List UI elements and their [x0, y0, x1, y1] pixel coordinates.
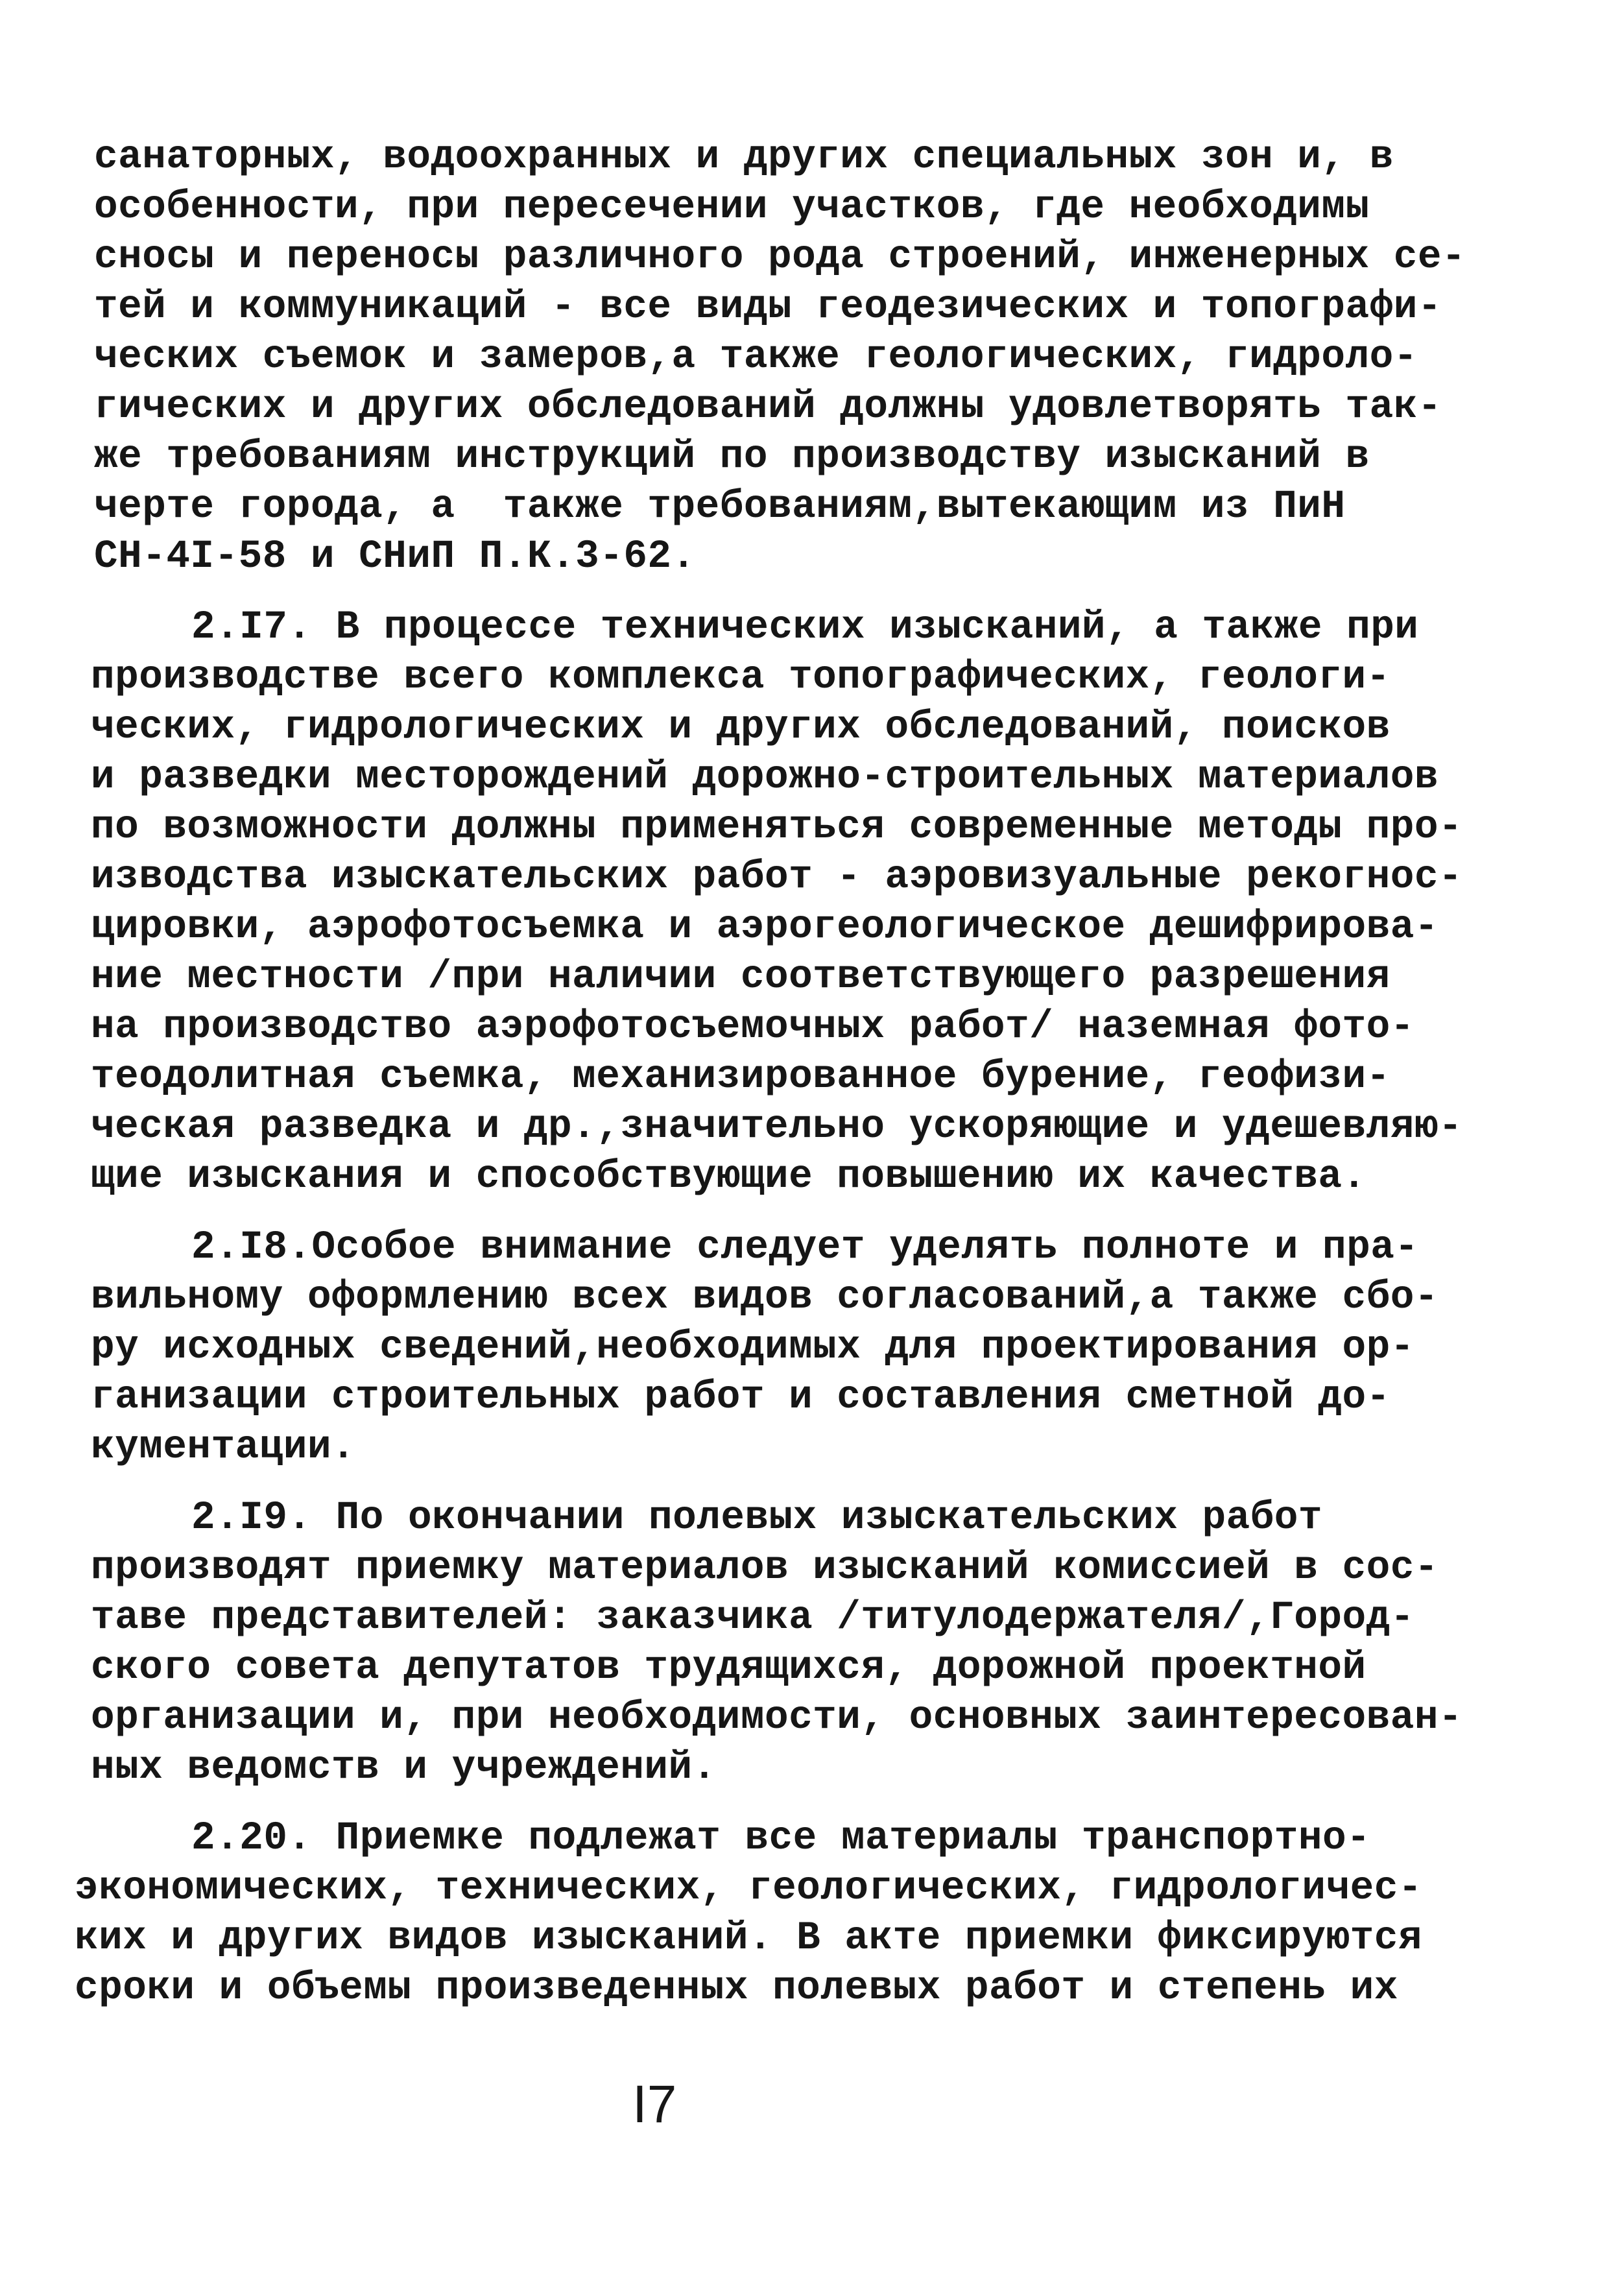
text-line: ческая разведка и др.,значительно ускоряющие и удешевляю- [91, 1105, 1463, 1149]
text-line: цировки, аэрофотосъемка и аэрогеологическое дешифрирова- [91, 905, 1439, 950]
text-line: теодолитная съемка, механизированное бурение, геофизи- [91, 1055, 1391, 1099]
text-line: СН-4I-58 и СНиП П.К.3-62. [94, 534, 696, 579]
text-line: производят приемку материалов изысканий комиссией в сос- [91, 1546, 1439, 1590]
text-line: кументации. [91, 1425, 356, 1470]
text-line: сносы и переносы различного рода строений, инженерных се- [94, 235, 1466, 280]
text-line: экономических, технических, геологических, гидрологичес- [75, 1866, 1422, 1911]
text-line: санаторных, водоохранных и других специальных зон и, в [94, 135, 1394, 180]
text-line: производстве всего комплекса топографических, геологи- [91, 655, 1391, 700]
text-line: тей и коммуникаций - все виды геодезических и топографи- [94, 285, 1442, 329]
text-line: ру исходных сведений,необходимых для проектирования ор- [91, 1325, 1415, 1370]
text-line: же требованиям инструкций по производству изысканий в [94, 435, 1370, 479]
text-line: вильному оформлению всех видов согласований,а также сбо- [91, 1275, 1439, 1320]
section-heading-line: 2.20. Приемке подлежат все материалы транспортно- [191, 1816, 1371, 1861]
text-line: ких и других видов изысканий. В акте приемки фиксируются [75, 1916, 1422, 1961]
section-heading-line: 2.I7. В процессе технических изысканий, а также при [191, 605, 1419, 650]
text-line: ческих съемок и замеров,а также геологических, гидроло- [94, 335, 1418, 379]
text-line: щие изыскания и способствующие повышению их качества. [91, 1154, 1367, 1199]
text-line: и разведки месторождений дорожно-строительных материалов [91, 755, 1439, 800]
text-line: сроки и объемы произведенных полевых работ и степень их [75, 1966, 1398, 2011]
section-heading-line: 2.I9. По окончании полевых изыскательских работ [191, 1496, 1322, 1540]
text-line: ского совета депутатов трудящихся, дорожной проектной [91, 1645, 1367, 1690]
text-line: по возможности должны применяться современные методы про- [91, 805, 1463, 850]
text-line: таве представителей: заказчика /титулодержателя/,Город- [91, 1596, 1415, 1640]
text-line: ганизации строительных работ и составления сметной до- [91, 1375, 1391, 1420]
text-line: черте города, а также требованиям,вытекающим из ПиН [94, 485, 1346, 529]
section-heading-line: 2.I8.Особое внимание следует уделять полноте и пра- [191, 1225, 1419, 1270]
text-line: на производство аэрофотосъемочных работ/ наземная фото- [91, 1005, 1415, 1049]
text-line: изводства изыскательских работ - аэровизуальные рекогнос- [91, 855, 1463, 900]
text-line: гических и других обследований должны удовлетворять так- [94, 385, 1442, 429]
text-line: организации и, при необходимости, основных заинтересован- [91, 1695, 1463, 1740]
text-line: ных ведомств и учреждений. [91, 1745, 717, 1790]
text-line: особенности, при пересечении участков, где необходимы [94, 185, 1370, 230]
text-line: ние местности /при наличии соответствующего разрешения [91, 955, 1391, 999]
page-number: I7 [632, 2075, 677, 2134]
text-line: ческих, гидрологических и других обследований, поисков [91, 705, 1391, 750]
